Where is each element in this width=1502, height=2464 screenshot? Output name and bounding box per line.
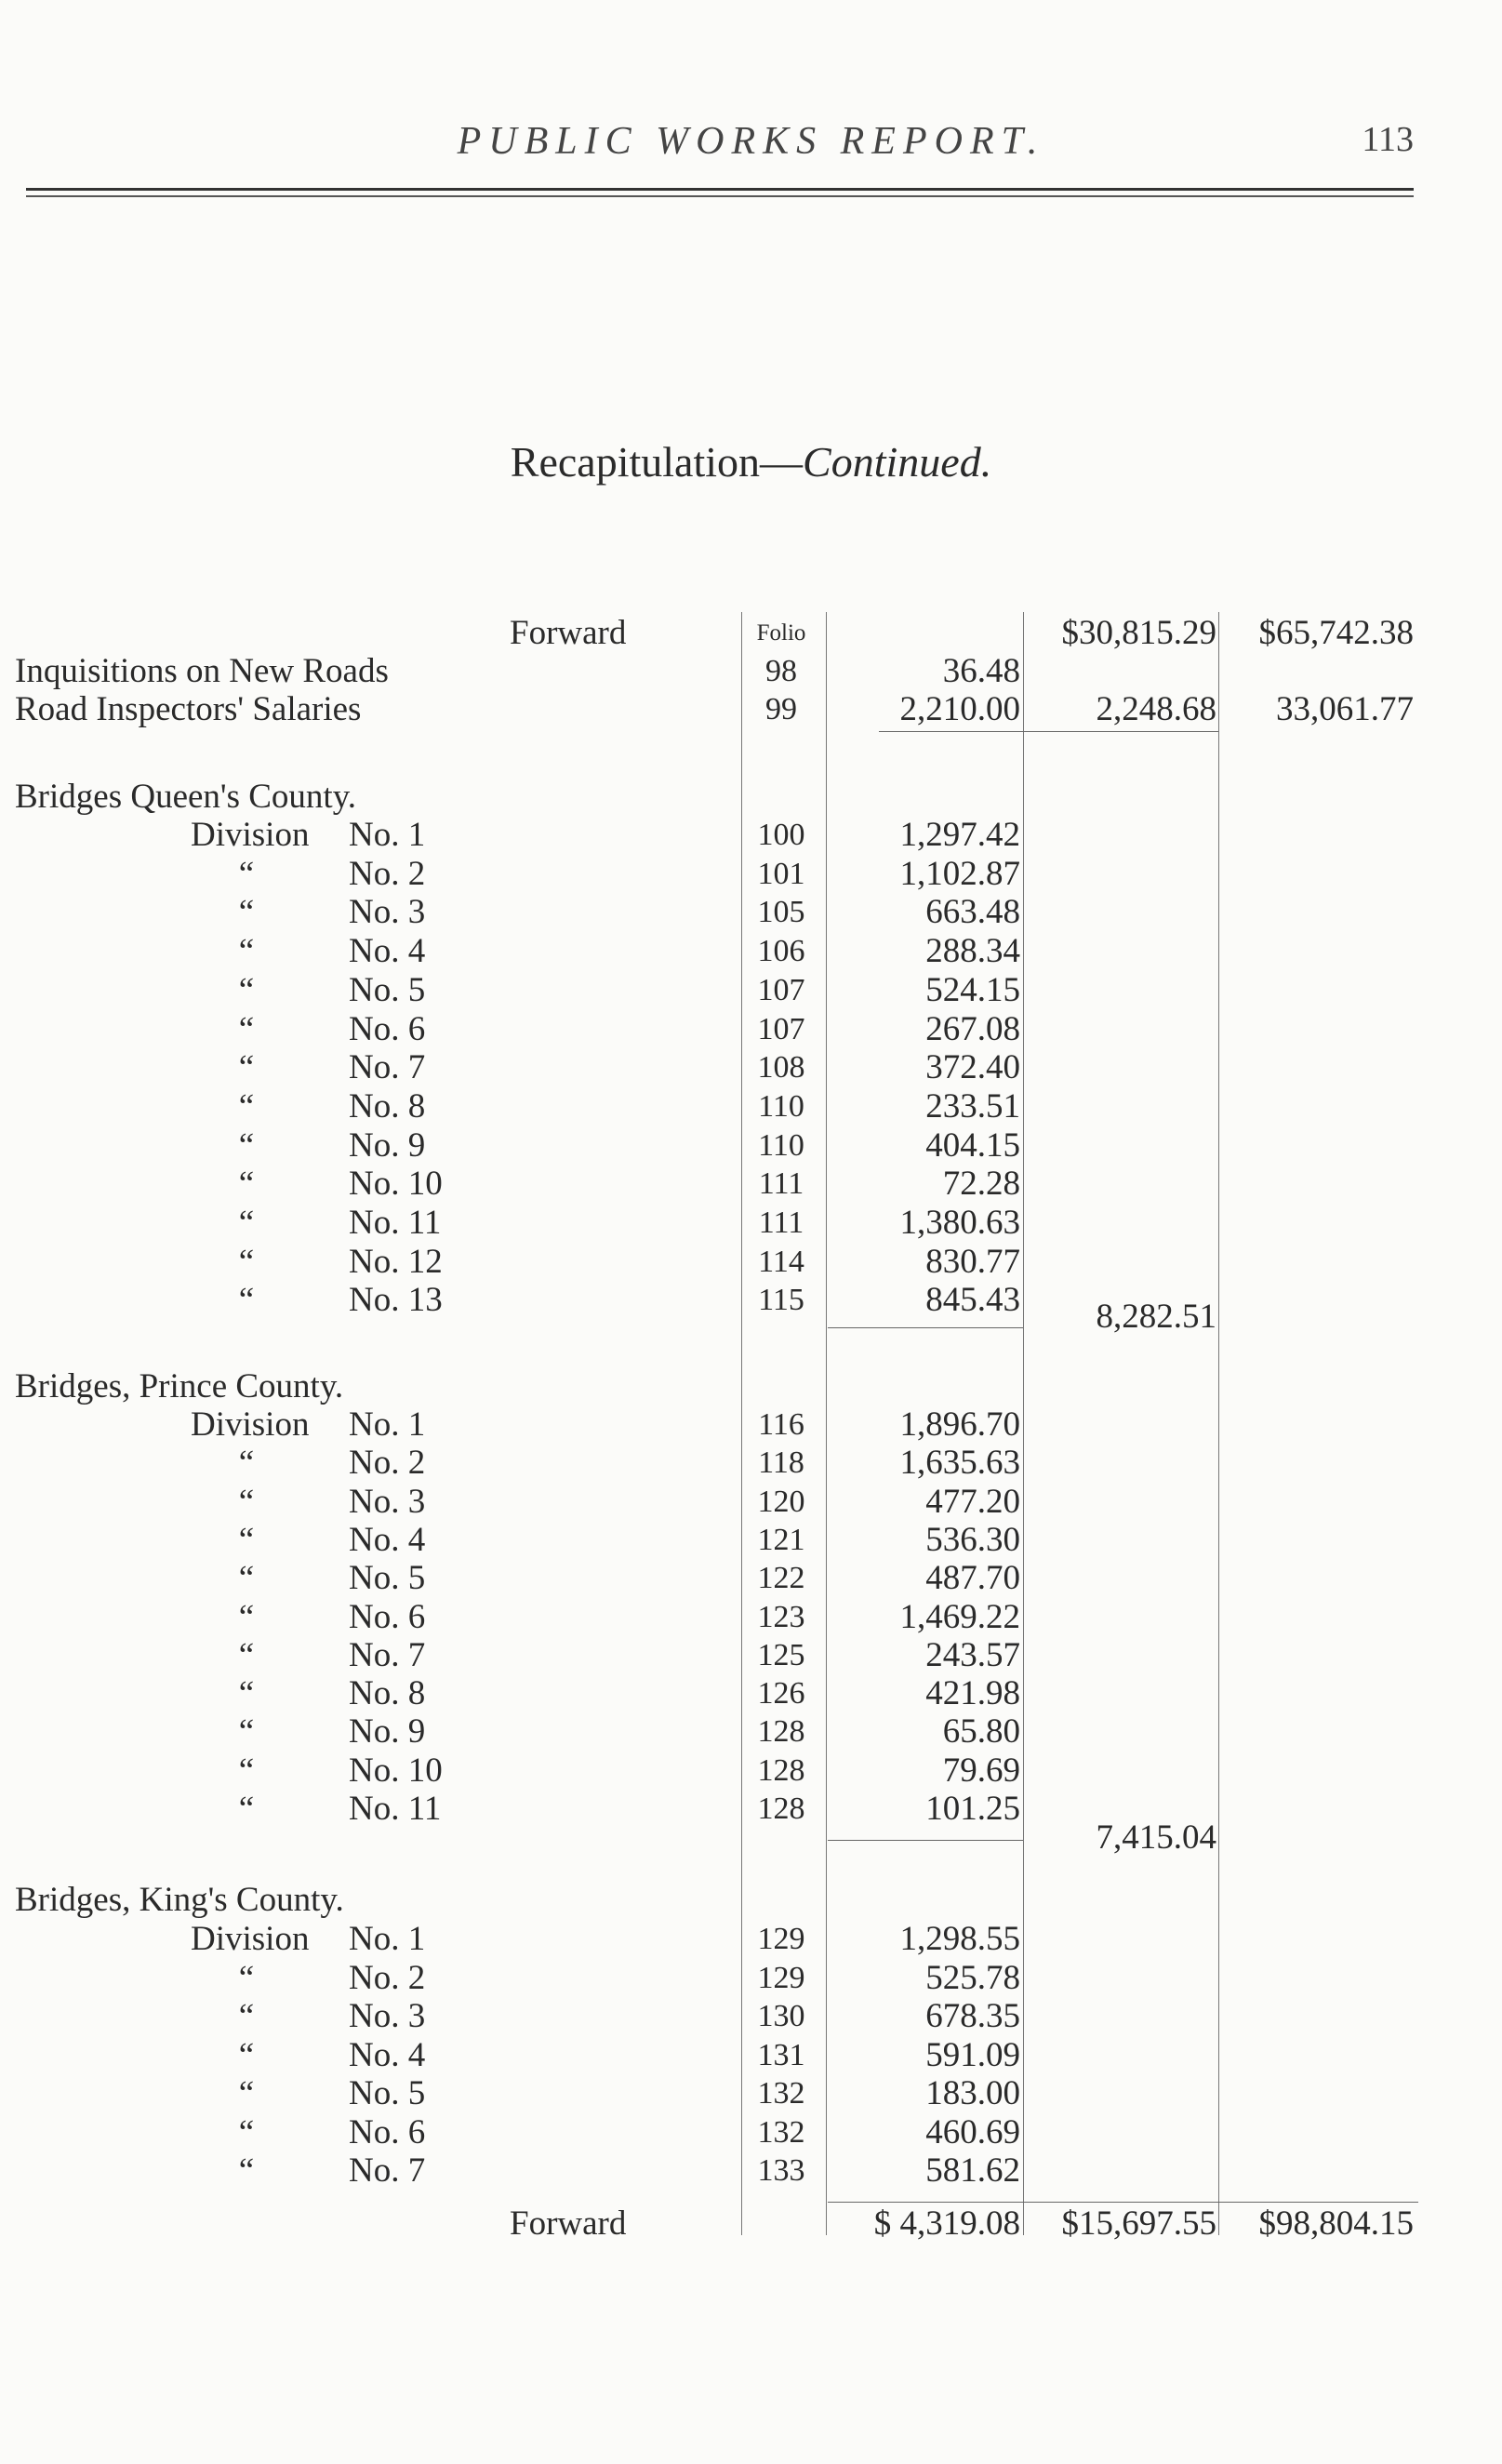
amount: 288.34	[925, 932, 1020, 971]
queens-heading-row	[0, 778, 1502, 817]
folio-header: Folio	[756, 620, 806, 646]
division-number: No. 11	[349, 1790, 442, 1828]
amount: 477.20	[925, 1482, 1020, 1521]
ditto-mark: “	[238, 2112, 255, 2151]
division-number: No. 1	[349, 1405, 426, 1444]
amount: 536.30	[925, 1520, 1020, 1559]
division-label: Division	[191, 816, 310, 854]
folio: 110	[758, 1127, 804, 1163]
division-number: No. 3	[349, 1997, 426, 2035]
division-number: No. 5	[349, 2074, 426, 2112]
folio: 129	[757, 1960, 805, 1995]
division-number: No. 6	[349, 1597, 426, 1636]
amount: 1,297.42	[899, 816, 1020, 854]
division-row	[0, 1636, 1502, 1675]
amount: 372.40	[925, 1048, 1020, 1087]
division-number: No. 9	[349, 1125, 426, 1165]
division-row	[0, 2074, 1502, 2113]
division-row	[0, 2151, 1502, 2191]
section-title-continued: Continued.	[803, 438, 992, 486]
division-number: No. 6	[349, 2112, 426, 2151]
prince-county-heading: Bridges, Prince County.	[15, 1367, 344, 1405]
folio: 111	[758, 1166, 804, 1202]
row-label: Inquisitions on New Roads	[15, 652, 389, 690]
folio: 126	[757, 1676, 805, 1711]
division-number: No. 8	[349, 1086, 426, 1125]
division-row	[0, 1087, 1502, 1126]
division-row	[0, 1204, 1502, 1243]
amount: 183.00	[925, 2074, 1020, 2112]
forward-subtotal: $30,815.29	[1061, 614, 1216, 652]
division-row	[0, 893, 1502, 932]
forward-bottom-amount: $ 4,319.08	[873, 2204, 1020, 2243]
ditto-mark: “	[238, 1958, 255, 1997]
division-number: No. 1	[349, 1920, 426, 1958]
amount: 267.08	[925, 1009, 1020, 1048]
ditto-mark: “	[238, 1125, 255, 1165]
amount: 845.43	[925, 1281, 1020, 1320]
folio: 128	[757, 1791, 805, 1826]
kings-heading-row	[0, 1881, 1502, 1920]
division-label: Division	[191, 1920, 310, 1958]
queens-total-row	[0, 1298, 1502, 1337]
division-number: No. 2	[349, 1444, 426, 1483]
division-number: No. 12	[349, 1242, 443, 1281]
amount: 233.51	[925, 1086, 1020, 1125]
division-row	[0, 1444, 1502, 1483]
division-row	[0, 1598, 1502, 1637]
folio: 122	[757, 1561, 805, 1596]
folio: 132	[757, 2114, 805, 2150]
division-number: No. 7	[349, 1635, 426, 1674]
ditto-mark: “	[238, 1712, 255, 1751]
ditto-mark: “	[238, 854, 255, 893]
ditto-mark: “	[238, 2151, 255, 2190]
amount: 72.28	[942, 1165, 1020, 1204]
page-number: 113	[1362, 120, 1414, 159]
folio: 129	[757, 1922, 805, 1956]
amount: 421.98	[925, 1674, 1020, 1713]
running-header-title: PUBLIC WORKS REPORT.	[457, 120, 1045, 163]
folio: 123	[757, 1599, 805, 1634]
division-number: No. 7	[349, 2151, 426, 2190]
division-row	[0, 1521, 1502, 1560]
division-row	[0, 2113, 1502, 2152]
folio: 108	[757, 1050, 805, 1085]
folio: 118	[758, 1445, 804, 1481]
folio: 128	[757, 1752, 805, 1788]
forward-top-row	[0, 614, 1502, 653]
ditto-mark: “	[238, 1790, 255, 1828]
ditto-mark: “	[238, 1281, 255, 1320]
division-row	[0, 1712, 1502, 1751]
section-title-dash: —	[760, 438, 804, 486]
inquisitions-row	[0, 652, 1502, 691]
folio: 115	[758, 1283, 804, 1318]
ditto-mark: “	[238, 1997, 255, 2035]
ditto-mark: “	[238, 1482, 255, 1521]
amount: 591.09	[925, 2035, 1020, 2074]
ditto-mark: “	[238, 1444, 255, 1483]
division-number: No. 4	[349, 932, 426, 971]
forward-label: Forward	[510, 2204, 627, 2243]
division-number: No. 10	[349, 1751, 443, 1790]
forward-label: Forward	[510, 614, 627, 652]
folio: 121	[757, 1522, 805, 1557]
ditto-mark: “	[238, 1520, 255, 1559]
division-row	[0, 1997, 1502, 2036]
division-row	[0, 1405, 1502, 1445]
amount: 404.15	[925, 1125, 1020, 1165]
forward-total: $65,742.38	[1258, 614, 1414, 652]
ditto-mark: “	[238, 2035, 255, 2074]
folio: 125	[757, 1637, 805, 1672]
folio: 110	[758, 1088, 804, 1124]
division-row	[0, 2036, 1502, 2075]
division-number: No. 11	[349, 1204, 442, 1242]
folio: 130	[757, 1999, 805, 2033]
amount: 663.48	[925, 893, 1020, 932]
division-row	[0, 816, 1502, 855]
amount: 487.70	[925, 1559, 1020, 1598]
amount: 460.69	[925, 2112, 1020, 2151]
ditto-mark: “	[238, 1597, 255, 1636]
division-row	[0, 1751, 1502, 1791]
folio: 114	[758, 1244, 804, 1279]
division-row	[0, 1559, 1502, 1598]
kings-county-heading: Bridges, King's County.	[15, 1881, 344, 1919]
ditto-mark: “	[238, 1165, 255, 1204]
folio: 107	[757, 972, 805, 1007]
division-row	[0, 1243, 1502, 1282]
division-row	[0, 1674, 1502, 1713]
folio: 106	[757, 934, 805, 969]
ditto-mark: “	[238, 970, 255, 1009]
amount: 1,298.55	[899, 1920, 1020, 1958]
division-number: No. 3	[349, 893, 426, 932]
division-row	[0, 971, 1502, 1010]
ditto-mark: “	[238, 2074, 255, 2112]
section-title-main: Recapitulation	[510, 438, 761, 486]
folio: 116	[758, 1407, 804, 1442]
queens-county-heading: Bridges Queen's County.	[15, 778, 357, 816]
folio: 99	[765, 692, 797, 726]
folio: 133	[757, 2153, 805, 2188]
folio: 120	[757, 1484, 805, 1519]
ditto-mark: “	[238, 1242, 255, 1281]
division-number: No. 1	[349, 816, 426, 854]
amount: 678.35	[925, 1997, 1020, 2035]
amount: 524.15	[925, 970, 1020, 1009]
ditto-mark: “	[238, 1674, 255, 1713]
row-label: Road Inspectors' Salaries	[15, 690, 362, 728]
inspectors-row	[0, 690, 1502, 729]
division-number: No. 9	[349, 1712, 426, 1751]
division-number: No. 13	[349, 1281, 443, 1320]
division-number: No. 2	[349, 1958, 426, 1997]
amount: 1,102.87	[899, 854, 1020, 893]
division-row	[0, 1959, 1502, 1998]
amount: 65.80	[942, 1712, 1020, 1751]
ditto-mark: “	[238, 1009, 255, 1048]
prince-total-row	[0, 1818, 1502, 1858]
ditto-mark: “	[238, 893, 255, 932]
amount: 830.77	[925, 1242, 1020, 1281]
folio: 132	[757, 2076, 805, 2111]
amount: 2,210.00	[899, 690, 1020, 728]
ditto-mark: “	[238, 1204, 255, 1242]
division-row	[0, 1920, 1502, 1959]
amount: 581.62	[925, 2151, 1020, 2190]
amount: 36.48	[942, 652, 1020, 690]
subtotal: 2,248.68	[1096, 690, 1216, 728]
folio: 98	[765, 654, 797, 688]
division-number: No. 8	[349, 1674, 426, 1713]
division-row	[0, 1483, 1502, 1522]
ditto-mark: “	[238, 1635, 255, 1674]
amount: 1,380.63	[899, 1204, 1020, 1242]
division-label: Division	[191, 1405, 310, 1444]
forward-bottom-row	[0, 2204, 1502, 2244]
ditto-mark: “	[238, 1048, 255, 1087]
prince-heading-row	[0, 1367, 1502, 1406]
folio: 107	[757, 1011, 805, 1046]
forward-bottom-subtotal: $15,697.55	[1061, 2204, 1216, 2243]
division-number: No. 7	[349, 1048, 426, 1087]
amount: 243.57	[925, 1635, 1020, 1674]
division-row	[0, 855, 1502, 894]
forward-bottom-rule	[828, 2202, 1418, 2203]
division-number: No. 4	[349, 1520, 426, 1559]
division-number: No. 10	[349, 1165, 443, 1204]
division-number: No. 5	[349, 970, 426, 1009]
division-row	[0, 1165, 1502, 1204]
inspectors-underline	[879, 731, 1218, 732]
division-number: No. 5	[349, 1559, 426, 1598]
folio: 111	[758, 1205, 804, 1240]
division-row	[0, 1126, 1502, 1165]
amount: 79.69	[942, 1751, 1020, 1790]
folio: 101	[757, 856, 805, 891]
ditto-mark: “	[238, 932, 255, 971]
division-row	[0, 1010, 1502, 1049]
division-number: No. 2	[349, 854, 426, 893]
ditto-mark: “	[238, 1086, 255, 1125]
ditto-mark: “	[238, 1751, 255, 1790]
folio: 128	[757, 1714, 805, 1750]
amount: 1,896.70	[899, 1405, 1020, 1444]
forward-bottom-total: $98,804.15	[1258, 2204, 1414, 2243]
folio: 100	[757, 818, 805, 852]
queens-total: 8,282.51	[1096, 1298, 1216, 1336]
amount: 525.78	[925, 1958, 1020, 1997]
amount: 101.25	[925, 1790, 1020, 1828]
folio: 105	[757, 895, 805, 930]
amount: 1,469.22	[899, 1597, 1020, 1636]
division-number: No. 6	[349, 1009, 426, 1048]
folio: 131	[757, 2037, 805, 2072]
prince-total: 7,415.04	[1096, 1818, 1216, 1857]
division-number: No. 4	[349, 2035, 426, 2074]
ditto-mark: “	[238, 1559, 255, 1598]
total: 33,061.77	[1276, 690, 1414, 728]
amount: 1,635.63	[899, 1444, 1020, 1483]
division-row	[0, 932, 1502, 971]
division-number: No. 3	[349, 1482, 426, 1521]
division-row	[0, 1048, 1502, 1087]
